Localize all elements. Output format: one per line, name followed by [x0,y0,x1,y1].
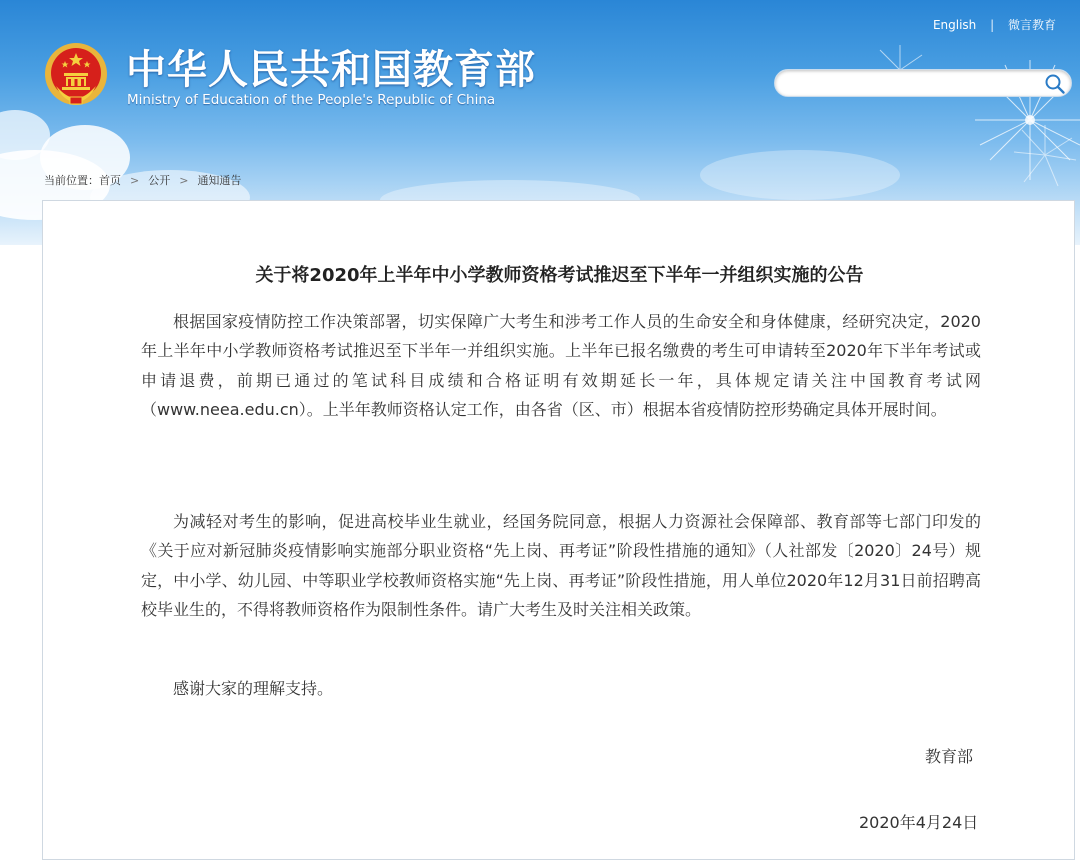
article-date: 2020年4月24日 [859,813,979,832]
search-input[interactable] [787,73,1041,95]
article-paragraph: 根据国家疫情防控工作决策部署，切实保障广大考生和涉考工作人员的生命安全和身体健康，经研究决定，2020年上半年中小学教师资格考试推迟至下半年一并组织实施。上半年已报名缴费的考生可申请转至2020年下半年考试或申请退费，前期已通过的笔试科目成绩和合格证明有效期延长一年，具体规定请关注中国教育考试网（www.neea.edu.cn）。上半年教师资格认定工作，由各省（区、市）根据本省疫情防控形势确定具体开展时间。 [141,312,981,419]
breadcrumb-public[interactable]: 公开 [148,174,171,187]
weibo-link[interactable]: 微言教育 [1007,18,1056,32]
site-subtitle: Ministry of Education of the People's Republic of China [127,92,496,108]
breadcrumb-notices[interactable]: 通知通告 [197,174,242,187]
national-emblem-icon [44,42,108,106]
breadcrumb-separator: > [130,174,140,187]
article-paragraph: 为减轻对考生的影响，促进高校毕业生就业，经国务院同意，根据人力资源社会保障部、教育部等七部门印发的《关于应对新冠肺炎疫情影响实施部分职业资格“先上岗、再考证”阶段性措施的通知》（人社部发〔2020〕24号）规定，中小学、幼儿园、中等职业学校教师资格实施“先上岗、再考证”阶段性措施，用人单位2020年12月31日前招聘高校毕业生的，不得将教师资格作为限制性条件。请广大考生及时关注相关政策。 [141,512,981,619]
breadcrumb-home[interactable]: 首页 [99,174,121,187]
search-icon[interactable] [1044,73,1066,95]
article-title: 关于将2020年上半年中小学教师资格考试推迟至下半年一并组织实施的公告 [255,265,864,286]
article-container [42,200,1075,860]
breadcrumb [44,172,241,188]
english-link[interactable]: English [932,18,977,32]
link-separator: | [990,18,995,32]
breadcrumb-label: 当前位置： [44,174,99,187]
top-links [933,16,1056,33]
search-box [774,69,1072,97]
article-signature: 教育部 [925,747,974,766]
site-title: 中华人民共和国教育部 [126,47,536,93]
breadcrumb-separator: > [179,174,189,187]
article-paragraph: 感谢大家的理解支持。 [173,679,334,698]
dandelion-decoration [1010,120,1080,190]
cloud-decoration [700,150,900,200]
